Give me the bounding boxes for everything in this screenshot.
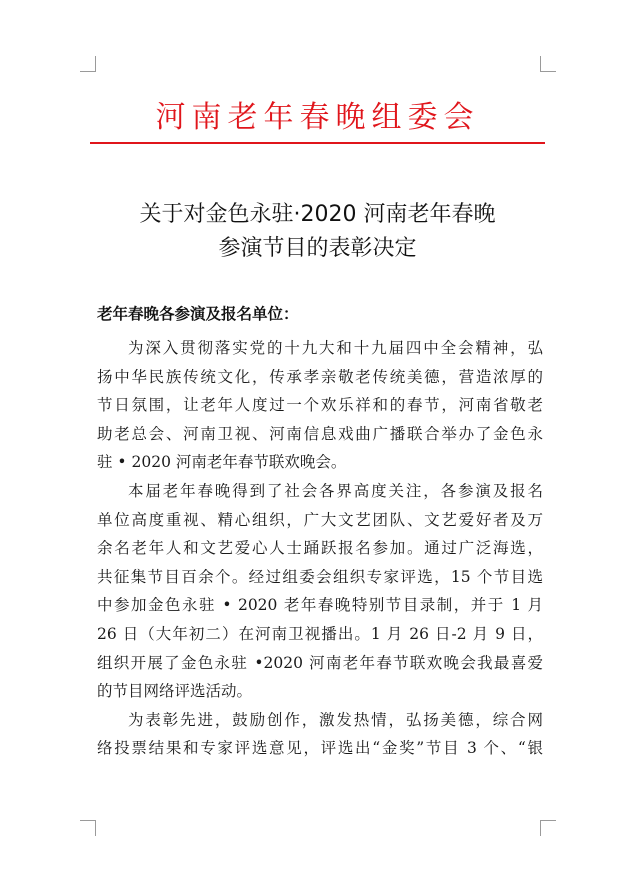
header-red-rule (90, 142, 545, 144)
paragraph-line: 单位高度重视、精心组织，广大文艺团队、文艺爱好者及万 (97, 510, 543, 529)
paragraph-line: 驻 • 2020 河南老年春节联欢晚会。 (97, 453, 347, 472)
title-line-1: 关于对金色永驻·2020 河南老年春晚 (139, 202, 496, 227)
paragraph-line: 中参加金色永驻 • 2020 老年春晚特别节目录制，并于 1 月 (97, 596, 543, 615)
crop-mark-top-right (540, 56, 556, 72)
paragraph-line: 的节目网络评选活动。 (97, 682, 253, 701)
title-line-2: 参演节目的表彰决定 (218, 236, 417, 261)
paragraph-line: 共征集节目百余个。经过组委会组织专家评选，15 个节目选 (97, 567, 543, 586)
paragraph-line: 本届老年春晚得到了社会各界高度关注，各参演及报名 (128, 481, 543, 500)
paragraph-line: 为深入贯彻落实党的十九大和十九届四中全会精神，弘 (128, 339, 543, 357)
crop-mark-bottom-left (80, 820, 96, 836)
paragraph-line: 组织开展了金色永驻 •2020 河南老年春节联欢晚会我最喜爱 (97, 653, 543, 672)
paragraph-line: 26 日（大年初二）在河南卫视播出。1 月 26 日-2 月 9 日， (97, 624, 543, 643)
paragraph-line: 余名老年人和文艺爱心人士踊跃报名参加。通过广泛海选， (97, 539, 543, 558)
paragraph-line: 助老总会、河南卫视、河南信息戏曲广播联合举办了金色永 (97, 424, 543, 443)
paragraph-line: 为表彰先进，鼓励创作，激发热情，弘扬美德，综合网 (128, 710, 543, 729)
paragraph-line: 扬中华民族传统文化，传承孝亲敬老传统美德，营造浓厚的 (97, 367, 543, 386)
paragraph-line: 节日氛围，让老年人度过一个欢乐祥和的春节，河南省敬老 (97, 396, 543, 415)
crop-mark-bottom-right (540, 820, 556, 836)
addressee-line: 老年春晚各参演及报名单位： (97, 304, 299, 323)
paragraph-line: 络投票结果和专家评选意见，评选出“金奖”节目 3 个、“银 (97, 739, 543, 758)
organization-header: 河南老年春晚组委会 (155, 100, 480, 135)
document-title (0, 198, 635, 266)
body-text (97, 334, 543, 763)
crop-mark-top-left (80, 56, 96, 72)
